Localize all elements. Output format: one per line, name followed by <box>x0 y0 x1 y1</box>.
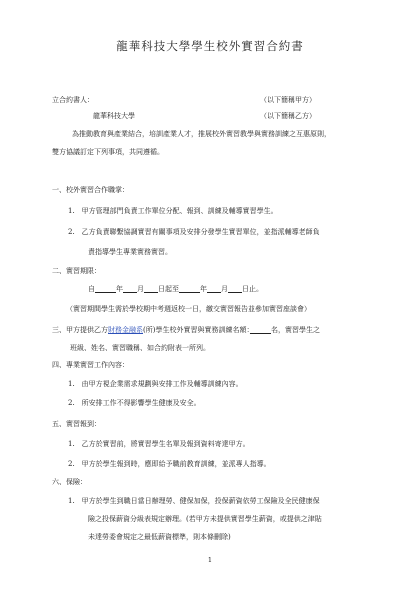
section-3-line-2: 班級、姓名、實習職稱、如合約附表一所列。 <box>70 344 210 352</box>
document-title: 龍華科技大學學生校外實習合約書 <box>116 39 304 53</box>
period-year-2: 年 <box>200 285 207 293</box>
section-6-item-1-line-2: 險之投保薪資分級表規定辦理。(若甲方未提供實習學生薪資，或提供之津貼 <box>88 515 322 523</box>
section-3-post: 名，實習學生之 <box>270 326 320 334</box>
party-b-note: （以下簡稱乙方） <box>260 112 316 120</box>
period-day-1: 日起至 <box>158 285 179 293</box>
section-3-line-1 <box>52 326 320 335</box>
section-6-item-1-line-1: 1. 甲方於學生到職日當日辦理勞、健保加保，投保薪資依勞工保險及全民健康保 <box>68 497 320 505</box>
period-month-2: 月 <box>221 285 228 293</box>
blank-start-month[interactable] <box>123 285 137 293</box>
intro-line-2: 雙方協議訂定下列事項，共同遵循。 <box>52 148 164 156</box>
period-day-2: 日止。 <box>242 285 263 293</box>
period-year-1: 年 <box>116 285 123 293</box>
party-a-note: （以下簡稱甲方） <box>260 96 316 104</box>
period-from-label: 自 <box>88 285 95 293</box>
blank-start-day[interactable] <box>144 285 158 293</box>
section-1-item-2-line-2: 責指導學生專業實務實習。 <box>88 248 172 256</box>
section-5-item-1: 1. 乙方於實習前，將實習學生名單及報到資料寄達甲方。 <box>68 440 250 448</box>
section-3-mid: (所)學生校外實習與實務訓練名額： <box>143 326 250 334</box>
section-1-heading: 一、校外實習合作職掌： <box>52 186 129 194</box>
section-6-item-1-line-3: 未達勞委會規定之最低薪資標準，則本條刪除) <box>88 533 231 541</box>
page-number: 1 <box>207 556 213 564</box>
party-b-name: 龍華科技大學 <box>93 112 135 120</box>
period-note: （實習期間學生需於學校期中考週返校一日，繳交實習報告並參加實習座談會） <box>66 305 311 313</box>
period-month-1: 月 <box>137 285 144 293</box>
period-line <box>88 285 263 294</box>
section-5-heading: 五、實習報到： <box>52 420 101 428</box>
intro-line-1: 為推動教育與產業結合，培訓產業人才，推展校外實習教學與實務訓練之互惠原則， <box>72 130 331 138</box>
section-4-item-2: 2. 所安排工作不得影響學生健康及安全。 <box>68 399 201 407</box>
section-4-item-1: 1. 由甲方視企業需求規劃與安排工作及輔導訓練內容。 <box>68 380 243 388</box>
section-6-heading: 六、保險： <box>52 478 87 486</box>
blank-end-month[interactable] <box>207 285 221 293</box>
blank-end-year[interactable] <box>179 285 200 293</box>
section-4-heading: 四、專業實習工作內容： <box>52 361 129 369</box>
blank-quota[interactable] <box>250 326 271 334</box>
blank-start-year[interactable] <box>95 285 116 293</box>
section-5-item-2: 2. 甲方於學生報到時，應即給予職前教育訓練，並派專人指導。 <box>68 460 271 468</box>
parties-label: 立合約書人： <box>52 96 94 104</box>
section-2-heading: 二、實習期限： <box>52 267 101 275</box>
blank-end-day[interactable] <box>228 285 242 293</box>
section-1-item-1: 1. 甲方管理部門負責工作單位分配、報到、訓練及輔導實習學生。 <box>68 207 278 215</box>
section-1-item-2-line-1: 2. 乙方負責聯繫協調實習有關事項及安排分發學生實習單位，並指派輔導老師負 <box>68 228 320 236</box>
department-link[interactable]: 財務金融系 <box>108 326 143 334</box>
section-3-prefix: 三、甲方提供乙方 <box>52 326 108 334</box>
